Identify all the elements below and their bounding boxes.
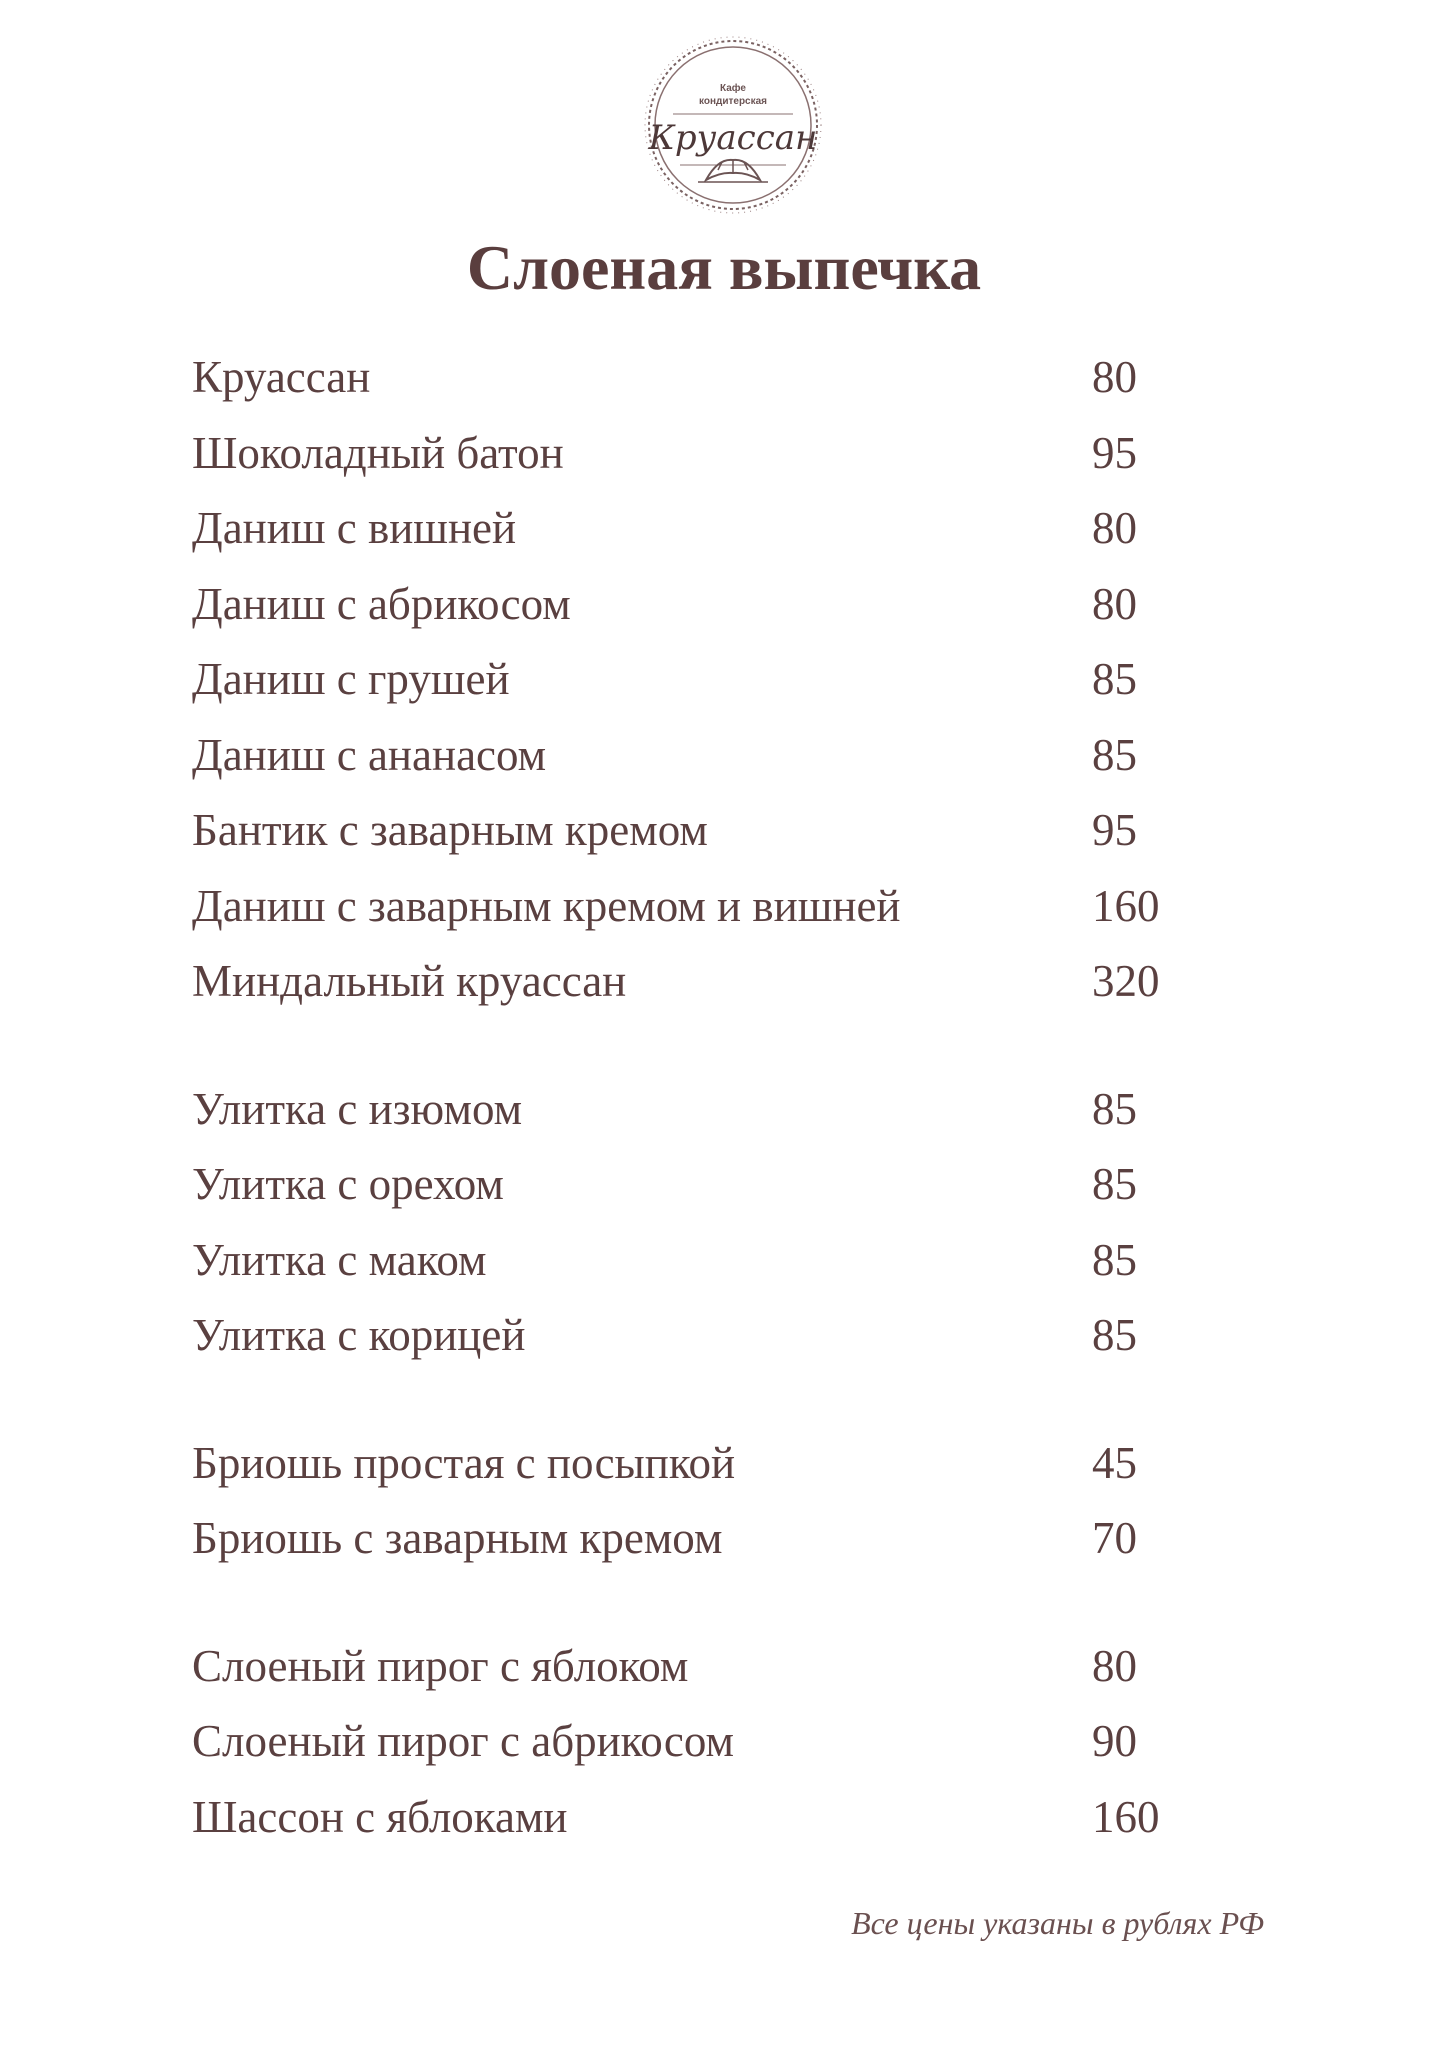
menu-item (192, 1780, 1192, 1856)
menu-group (192, 1629, 1192, 1856)
logo-line-confectionery: кондитерская (698, 96, 768, 107)
menu-item (192, 869, 1192, 945)
menu-group (192, 1426, 1192, 1577)
menu-item (192, 340, 1192, 416)
menu-item (192, 1072, 1192, 1148)
menu-item (192, 718, 1192, 794)
menu-item-name: Слоеный пирог с яблоком (192, 1640, 689, 1691)
menu-item-name: Бриошь с заварным кремом (192, 1513, 723, 1563)
menu-item-price: 85 (1092, 654, 1137, 704)
menu-item (192, 1629, 1192, 1705)
prices-footnote: Все цены указаны в рублях РФ (851, 1905, 1264, 1941)
menu-item-name: Даниш с заварным кремом и вишней (192, 880, 901, 931)
menu-item-name: Улитка с корицей (192, 1310, 526, 1360)
menu-item (192, 1704, 1192, 1780)
menu-item (192, 944, 1192, 1020)
menu-item-price: 45 (1092, 1437, 1137, 1488)
menu-item-price: 160 (1092, 880, 1160, 931)
menu-list (192, 340, 1192, 1855)
logo (638, 30, 828, 220)
menu-item-price: 80 (1092, 1640, 1137, 1691)
menu-item-price: 160 (1092, 1791, 1160, 1842)
menu-item-price: 85 (1092, 1159, 1137, 1209)
menu-item-name: Бриошь простая с посыпкой (192, 1437, 736, 1488)
menu-item (192, 1501, 1192, 1577)
menu-item (192, 1298, 1192, 1374)
menu-item (192, 1147, 1192, 1223)
menu-item-price: 320 (1092, 956, 1160, 1006)
menu-item-name: Шоколадный батон (192, 427, 564, 478)
menu-item (192, 1223, 1192, 1299)
page-title: Слоеная выпечка (466, 232, 982, 303)
menu-item-name: Улитка с орехом (192, 1159, 504, 1209)
menu-item-price: 80 (1092, 578, 1137, 629)
menu-item-price: 80 (1092, 503, 1137, 553)
menu-item-name: Слоеный пирог с абрикосом (192, 1716, 734, 1766)
menu-group (192, 1072, 1192, 1374)
menu-item-price: 95 (1092, 805, 1137, 855)
menu-item (192, 793, 1192, 869)
menu-item-name: Даниш с ананасом (192, 729, 547, 780)
menu-item-price: 90 (1092, 1716, 1137, 1766)
menu-item-price: 80 (1092, 352, 1137, 402)
menu-item (192, 567, 1192, 643)
logo-name: Круассан (648, 118, 818, 158)
menu-item (192, 416, 1192, 492)
menu-item-name: Даниш с грушей (192, 654, 510, 704)
menu-item-price: 95 (1092, 427, 1137, 478)
menu-item-name: Даниш с абрикосом (192, 578, 571, 629)
menu-item-price: 70 (1092, 1513, 1137, 1563)
menu-item-name: Улитка с маком (192, 1234, 487, 1285)
menu-item-name: Улитка с изюмом (192, 1083, 523, 1134)
menu-item-name: Круассан (192, 352, 371, 402)
menu-item-price: 85 (1092, 729, 1137, 780)
menu-item (192, 1426, 1192, 1502)
menu-item-price: 85 (1092, 1234, 1137, 1285)
menu-item-name: Бантик с заварным кремом (192, 805, 708, 855)
menu-group (192, 340, 1192, 1020)
menu-item-name: Даниш с вишней (192, 503, 517, 553)
menu-item-name: Миндальный круассан (192, 956, 627, 1006)
menu-item-name: Шассон с яблоками (192, 1791, 568, 1842)
logo-line-cafe: Кафе (720, 83, 746, 94)
menu-item (192, 642, 1192, 718)
menu-item-price: 85 (1092, 1310, 1137, 1360)
menu-item-price: 85 (1092, 1083, 1137, 1134)
menu-item (192, 491, 1192, 567)
